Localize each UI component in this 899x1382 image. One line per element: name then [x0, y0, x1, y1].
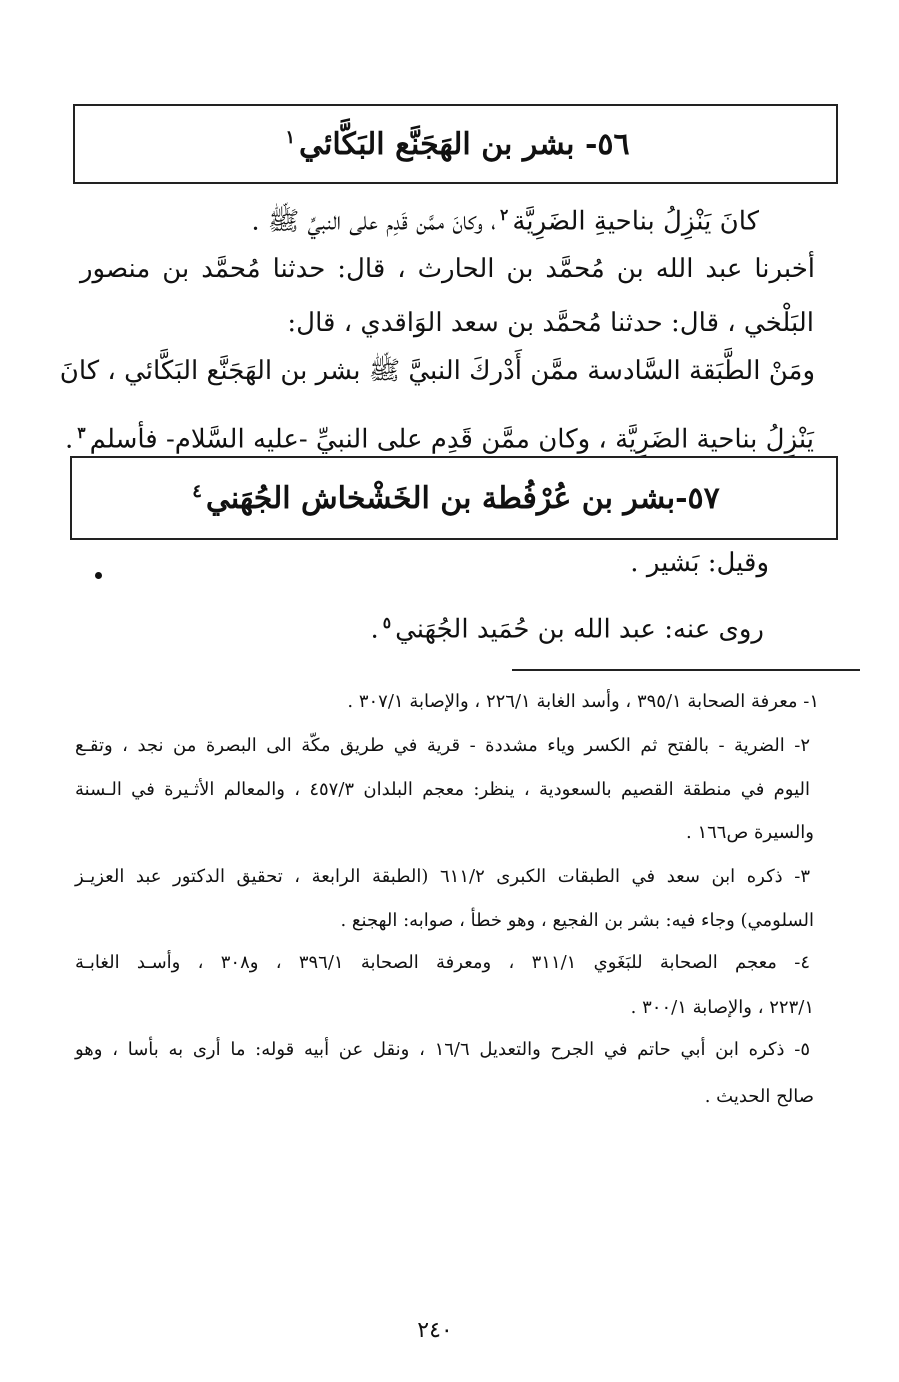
- entry-57-line-2: روى عنه: عبد الله بن حُمَيد الجُهَني$^٥$.: [370, 613, 764, 645]
- footnote-2-line-1: ٢- الضرية - بالفتح ثم الكسر وياء مشددة - قرية في طريق مكّة الى البصرة من نجد ، وتقـع: [75, 735, 810, 756]
- footnote-3-line-1: ٣- ذكره ابن سعد في الطبقات الكبرى ٦١١/٢ (الطبقة الرابعة ، تحقيق الدكتور عبد العزيـز: [75, 866, 810, 887]
- page-number: ٢٤٠: [417, 1318, 453, 1343]
- entry-56-title-note: ١: [285, 126, 296, 148]
- footnote-2-line-3: والسيرة ص١٦٦ .: [686, 822, 814, 843]
- footnote-2-line-2: اليوم في منطقة القصيم بالسعودية ، ينظر: معجم البلدان ٤٥٧/٣ ، والمعالم الأثـيرة في الـسنة: [75, 779, 811, 800]
- entry-56-line-1: كانَ يَنْزِلُ بناحيةِ الضَرِيَّة$^٢$، وكانَ ممَّن قَدِم على النبيِّ ﷺ .: [251, 205, 759, 237]
- entry-57-title: ٥٧-بشر بن عُرْفُطة بن الخَشْخاش الجُهَني$^٤$: [192, 480, 720, 516]
- footnote-5-line-2: صالح الحديث .: [704, 1086, 814, 1107]
- entry-56-line-5: يَنْزِلُ بناحية الضَرِيَّة ، وكان ممَّن قَدِم على النبيِّ -عليه السَّلام- فأسلم$^٣$.: [65, 423, 814, 455]
- entry-57-heading-box: [70, 456, 838, 540]
- entry-56-line-2: أخبرنا عبد الله بن مُحمَّد بن الحارث ، قال: حدثنا مُحمَّد بن منصور: [80, 254, 815, 284]
- footnote-4-line-2: ٢٢٣/١ ، والإصابة ٣٠٠/١ .: [630, 997, 814, 1018]
- footnote-3-line-2: السلومي) وجاء فيه: بشر بن الفجيع ، وهو خطأ ، صوابه: الهجنع .: [340, 910, 814, 931]
- footnote-4-line-1: ٤- معجم الصحابة للبَغَوي ٣١١/١ ، ومعرفة الصحابة ٣٩٦/١ ، و٣٠٨ ، وأسـد الغابـة: [75, 952, 810, 973]
- entry-56-title: ٥٦- بشر بن الهَجَنَّع البَكَّائي$^١$: [285, 126, 630, 162]
- entry-57-title-note: ٤: [192, 480, 202, 502]
- entry-56-heading-box: [73, 104, 838, 184]
- entry-56-line-4: ومَنْ الطَّبَقة السَّادسة ممَّن أَدْركَ النبيَّ ﷺ بشر بن الهَجَنَّع البَكَّائي ، كانَ: [59, 356, 815, 386]
- footnote-5-line-1: ٥- ذكره ابن أبي حاتم في الجرح والتعديل ١٦/٦ ، ونقل عن أبيه قوله: ما أرى به بأسا ، وهو: [75, 1039, 811, 1060]
- entry-56-line-3: البَلْخي ، قال: حدثنا مُحمَّد بن سعد الوَاقدي ، قال:: [287, 308, 814, 338]
- entry-57-line-1: وقيل: بَشير .: [630, 548, 769, 578]
- footnote-1: ١- معرفة الصحابة ٣٩٥/١ ، وأسد الغابة ٢٢٦/١ ، والإصابة ٣٠٧/١ .: [347, 691, 819, 712]
- footnote-separator: [512, 669, 860, 671]
- stray-dot: [95, 572, 102, 579]
